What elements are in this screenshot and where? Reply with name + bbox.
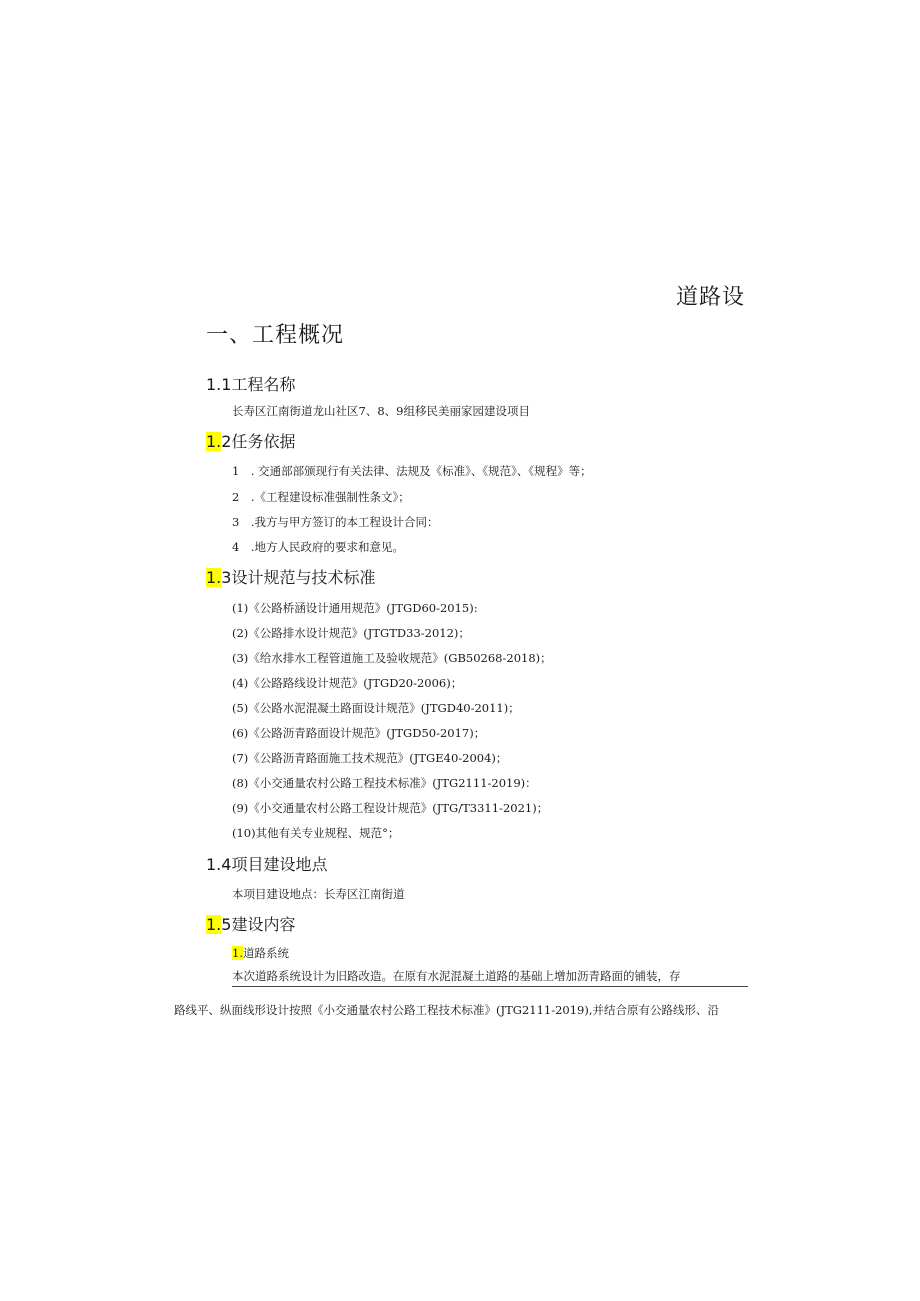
section-title: 任务依据 bbox=[231, 432, 296, 451]
section-number-rest: 2 bbox=[221, 432, 232, 451]
section-title: 工程名称 bbox=[231, 375, 296, 394]
section-number-highlight: 1. bbox=[206, 915, 222, 934]
reference-item: (10)其他有关专业规程、规范°； bbox=[232, 826, 400, 840]
document-title: 道路设 bbox=[676, 285, 746, 310]
section-number: 1.4 bbox=[206, 855, 232, 874]
reference-item: (7)《公路沥青路面施工技术规范》(JTGE40-2004)； bbox=[232, 751, 508, 765]
list-item: 3 .我方与甲方签订的本工程设计合同： bbox=[232, 515, 439, 529]
subsection-title: 道路系统 bbox=[242, 946, 289, 960]
reference-item: (8)《小交通量农村公路工程技术标准》(JTG2111-2019)： bbox=[232, 776, 537, 790]
reference-item: (4)《公路路线设计规范》(JTGD20-2006)； bbox=[232, 676, 463, 690]
section-1-1-heading bbox=[206, 372, 295, 395]
project-location: 本项目建设地点：长寿区江南街道 bbox=[232, 887, 405, 901]
section-number-highlight: 1. bbox=[206, 432, 222, 451]
section-1-5-heading bbox=[206, 912, 295, 935]
section-1-4-heading bbox=[206, 852, 327, 875]
section-title: 设计规范与技术标准 bbox=[231, 568, 376, 587]
list-item: 4 .地方人民政府的要求和意见。 bbox=[232, 540, 404, 554]
subsection-number-highlight: 1. bbox=[232, 946, 243, 960]
subsection-road-system bbox=[232, 945, 289, 961]
project-name: 长寿区江南街道龙山社区7、8、9组移民美丽家园建设项目 bbox=[232, 404, 530, 418]
section-title: 建设内容 bbox=[231, 915, 296, 934]
section-number-rest: 5 bbox=[221, 915, 232, 934]
reference-item: (6)《公路沥青路面设计规范》(JTGD50-2017)； bbox=[232, 726, 486, 740]
reference-item: (1)《公路桥涵设计通用规范》(JTGD60-2015): bbox=[232, 601, 478, 615]
section-number-highlight: 1. bbox=[206, 568, 222, 587]
section-number: 1.1 bbox=[206, 375, 232, 394]
paragraph-line-1: 本次道路系统设计为旧路改造。在原有水泥混凝土道路的基础上增加沥青路面的铺装，存 bbox=[232, 968, 748, 987]
list-item: 2 .《工程建设标准强制性条文》； bbox=[232, 490, 410, 504]
section-1-2-heading bbox=[206, 429, 295, 452]
section-number-rest: 3 bbox=[221, 568, 232, 587]
list-item: 1 . 交通部部颁现行有关法律、法规及《标准》、《规范》、《规程》等； bbox=[232, 464, 592, 478]
reference-item: (2)《公路排水设计规范》(JTGTD33-2012)； bbox=[232, 626, 470, 640]
reference-item: (5)《公路水泥混凝土路面设计规范》(JTGD40-2011)； bbox=[232, 701, 520, 715]
reference-item: (9)《小交通量农村公路工程设计规范》(JTG/T3311-2021)； bbox=[232, 801, 549, 815]
section-1-3-heading bbox=[206, 565, 375, 588]
section-title: 项目建设地点 bbox=[231, 855, 328, 874]
reference-item: (3)《给水排水工程管道施工及验收规范》(GB50268-2018)； bbox=[232, 651, 552, 665]
chapter-heading: 一、工程概况 bbox=[206, 323, 345, 348]
paragraph-line-2: 路线平、纵面线形设计按照《小交通量农村公路工程技术标准》(JTG2111-2019),并结合原有公路线形、沿 bbox=[174, 1003, 720, 1017]
